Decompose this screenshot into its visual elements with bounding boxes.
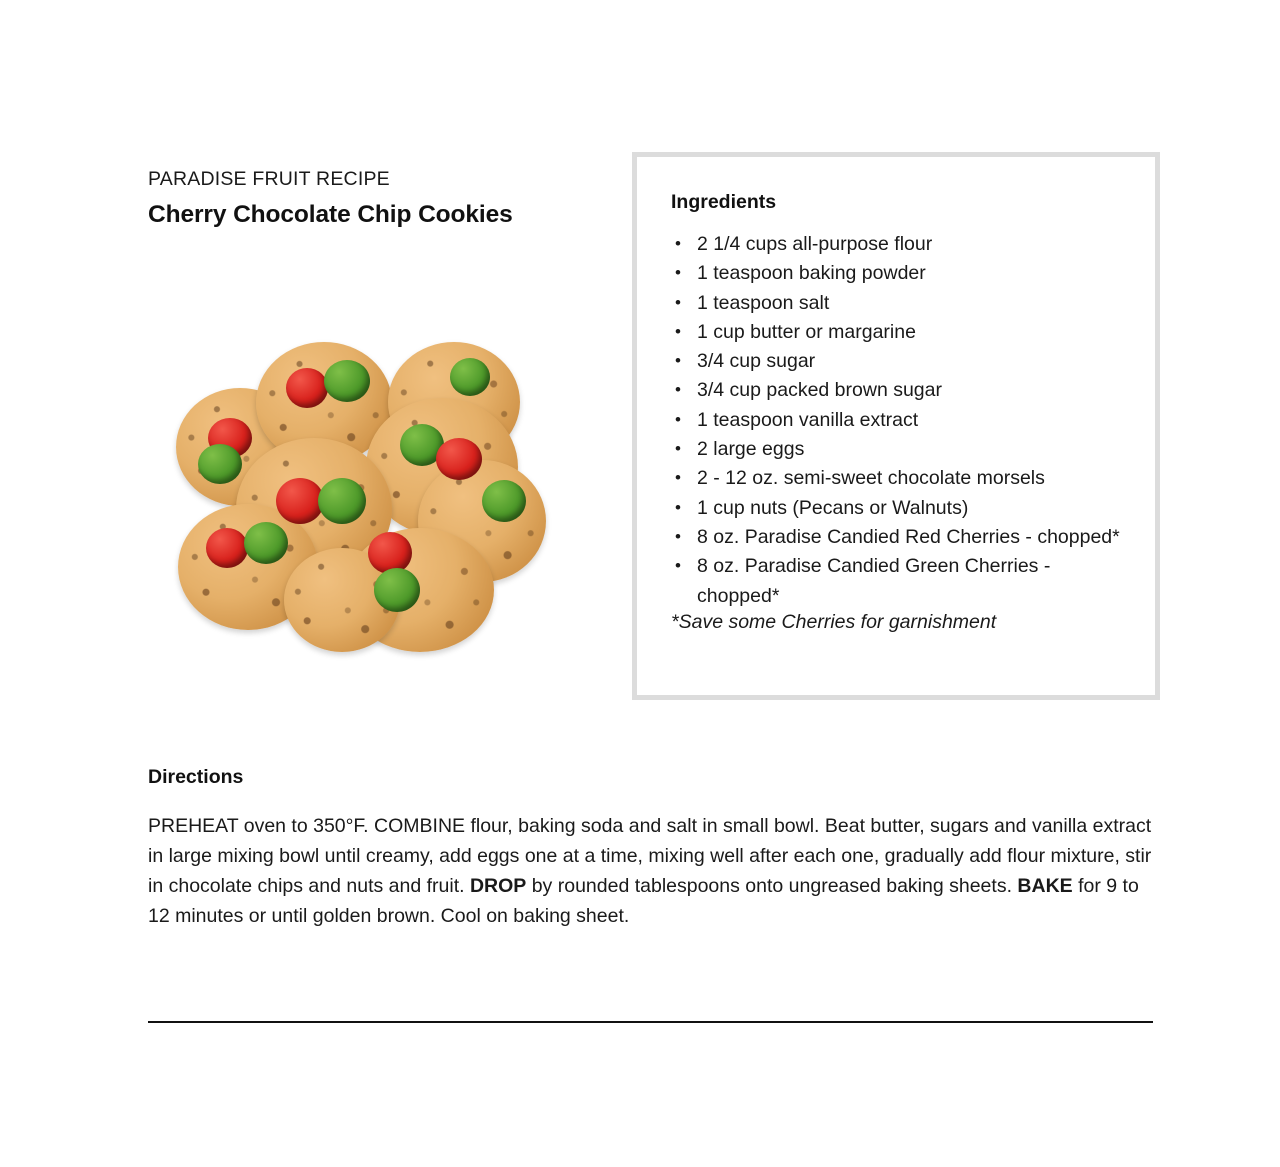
ingredients-list xyxy=(671,230,1127,611)
list-item: • 3/4 cup packed brown sugar xyxy=(671,376,1127,405)
list-item: • 2 - 12 oz. semi-sweet chocolate morsels xyxy=(671,464,1127,493)
directions-part-1: PREHEAT oven to 350°F. COMBINE flour, baking soda and salt in small bowl. Beat butter, sugars and vanilla extract in large mixing bowl until creamy, add eggs one at a time, mixing well after each one, gradually add flour mixture, stir in chocolate chips and nuts and fruit. xyxy=(148,815,1152,897)
green-cherry-icon xyxy=(318,478,366,524)
list-item: • 2 1/4 cups all-purpose flour xyxy=(671,230,1127,259)
recipe-header xyxy=(148,168,598,229)
page-title: Cherry Chocolate Chip Cookies xyxy=(148,201,513,228)
green-cherry-icon xyxy=(244,522,288,564)
directions-section xyxy=(148,766,1153,931)
red-cherry-icon xyxy=(286,368,328,408)
directions-emphasis-drop: DROP xyxy=(469,875,527,897)
directions-heading: Directions xyxy=(148,766,244,788)
directions-part-2: by rounded tablespoons onto ungreased baking sheets. xyxy=(526,875,1018,897)
green-cherry-icon xyxy=(482,480,526,522)
red-cherry-icon xyxy=(206,528,248,568)
list-item: • 1 cup butter or margarine xyxy=(671,318,1127,347)
list-item: • 1 teaspoon baking powder xyxy=(671,259,1127,288)
list-item: • 3/4 cup sugar xyxy=(671,347,1127,376)
footer-divider xyxy=(148,1021,1153,1023)
directions-emphasis-bake: BAKE xyxy=(1017,875,1073,897)
directions-part-3: for 9 to 12 minutes or until golden brown. Cool on baking sheet. xyxy=(148,875,1139,927)
list-item: • 2 large eggs xyxy=(671,435,1127,464)
red-cherry-icon xyxy=(436,438,482,480)
green-cherry-icon xyxy=(450,358,490,396)
ingredients-note: *Save some Cherries for garnishment xyxy=(671,610,997,633)
brand-eyebrow: PARADISE FRUIT RECIPE xyxy=(148,168,390,190)
red-cherry-icon xyxy=(368,532,412,574)
list-item: • 8 oz. Paradise Candied Green Cherries - chopped* xyxy=(671,552,1127,611)
red-cherry-icon xyxy=(276,478,324,524)
list-item: • 1 cup nuts (Pecans or Walnuts) xyxy=(671,494,1127,523)
green-cherry-icon xyxy=(198,444,242,484)
list-item: • 8 oz. Paradise Candied Red Cherries - chopped* xyxy=(671,523,1127,552)
directions-body xyxy=(148,811,1153,931)
list-item: • 1 teaspoon salt xyxy=(671,289,1127,318)
green-cherry-icon xyxy=(374,568,420,612)
cookie-photo xyxy=(160,320,580,660)
green-cherry-icon xyxy=(324,360,370,402)
list-item: • 1 teaspoon vanilla extract xyxy=(671,406,1127,435)
ingredients-heading: Ingredients xyxy=(671,191,777,213)
ingredients-card xyxy=(632,152,1160,700)
